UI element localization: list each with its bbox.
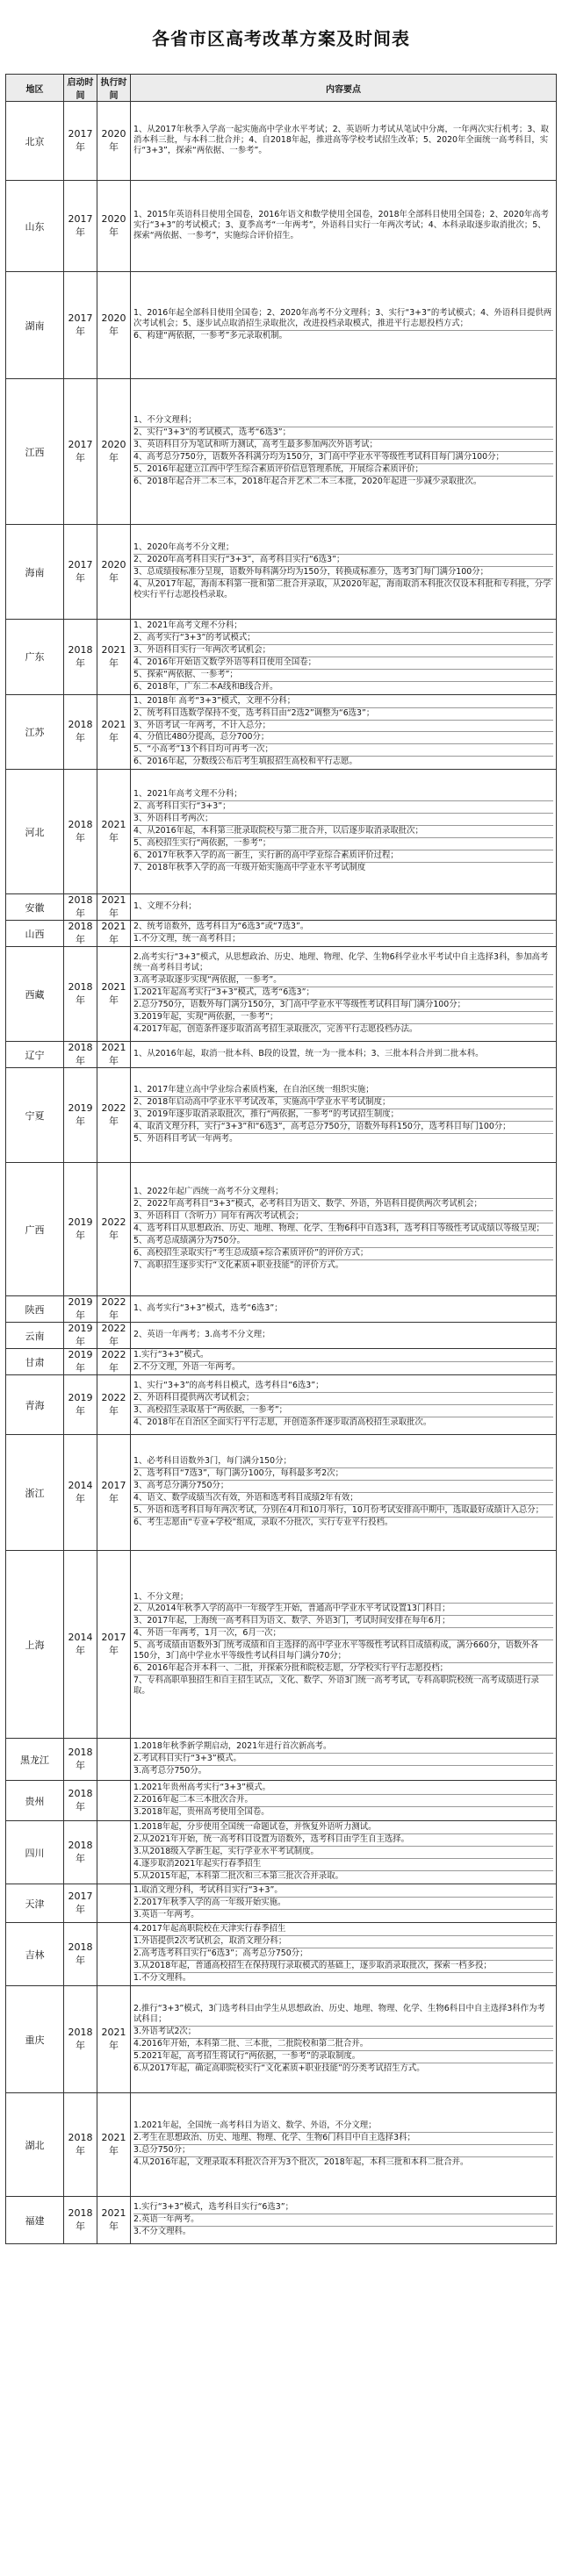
- content-item: 2.从2021年开始，统一高考科目设置为语数外，选考科目由学生自主选择。: [133, 1834, 553, 1847]
- content-item: 2、外语科目提供两次考试机会；: [133, 1393, 553, 1405]
- start-time-cell: 2017年: [64, 272, 97, 379]
- region-cell: 陕西: [6, 1296, 64, 1323]
- exec-time-cell: 2020年: [97, 272, 131, 379]
- start-time-cell: 2014年: [64, 1435, 97, 1551]
- content-item: 1、不分文理科；: [133, 415, 553, 427]
- start-time-cell: 2018年: [64, 1923, 97, 1986]
- reform-table: [5, 74, 557, 2244]
- table-row: [6, 694, 557, 770]
- region-cell: 安徽: [6, 894, 64, 921]
- content-item: 5、外语和选考科目每年两次考试，分别在4月和10月举行，10月份考试安排高中期中，选取最好成绩计入总分；: [133, 1505, 553, 1518]
- table-body: [6, 102, 557, 2244]
- table-row: [6, 894, 557, 921]
- content-item: 3.高考总分750分。: [133, 1766, 207, 1776]
- content-cell: [131, 1739, 557, 1781]
- content-item: 3.2019年起，实现“两依据，一参考”；: [133, 1012, 553, 1024]
- exec-time-cell: [97, 1884, 131, 1923]
- content-cell: [131, 1323, 557, 1349]
- region-cell: 海南: [6, 525, 64, 620]
- table-row: [6, 1986, 557, 2093]
- table-row: [6, 102, 557, 181]
- table-row: [6, 1923, 557, 1986]
- content-item: 5、“小高考”13个科目均可再考一次；: [133, 744, 553, 757]
- content-cell: [131, 102, 557, 181]
- content-item: 4、高考总分750分，语数外各科满分均为150分，3门高中学业水平等级性考试科目每门满分100分；: [133, 452, 553, 464]
- content-item: 3、英语科目分为笔试和听力测试，高考生最多参加两次外语考试；: [133, 440, 553, 452]
- content-cell: [131, 1068, 557, 1163]
- content-item: 2、从2014年秋季入学的高中一年级学生开始，普通高中学业水平考试设置13门科目；: [133, 1604, 553, 1616]
- exec-time-cell: 2022年: [97, 1375, 131, 1435]
- content-item: 3、外语科目（含听力）同年有两次考试机会；: [133, 1211, 553, 1223]
- content-item: 6、高校招生录取实行“考生总成绩+综合素质评价”的评价方式；: [133, 1248, 553, 1260]
- start-time-cell: 2019年: [64, 1349, 97, 1375]
- region-cell: 广东: [6, 620, 64, 695]
- table-row: [6, 1349, 557, 1375]
- content-item: 4.2016年开始，本科第二批、三本批，二批院校和第二批合并。: [133, 2039, 553, 2051]
- table-row: [6, 1323, 557, 1349]
- content-item: 3.英语一年两考。: [133, 1910, 199, 1920]
- page-title: 各省市区高考改革方案及时间表: [152, 27, 410, 49]
- exec-time-cell: [97, 1923, 131, 1986]
- content-item: 5.2021年起，高考招生将试行“两依据，一参考”的录取制度。: [133, 2051, 553, 2063]
- content-item: 2、统考语数外，选考科目为“6选3”或“7选3”。: [133, 922, 553, 934]
- start-time-cell: 2018年: [64, 947, 97, 1042]
- region-cell: 西藏: [6, 947, 64, 1042]
- start-time-cell: 2019年: [64, 1375, 97, 1435]
- content-cell: [131, 694, 557, 770]
- content-item: 1.2018年秋季新学期启动，2021年进行首次新高考。: [133, 1741, 553, 1754]
- content-item: 1、文理不分科；: [133, 901, 197, 912]
- content-item: 2、2022年高考科目“3+3”模式，必考科目为语文、数学、外语，外语科目提供两次考试机会；: [133, 1199, 553, 1211]
- content-cell: [131, 1551, 557, 1739]
- content-cell: [131, 1923, 557, 1986]
- content-item: 6、构建“两依据，一参考”多元录取机制。: [133, 330, 288, 341]
- content-cell: [131, 620, 557, 695]
- content-cell: [131, 2197, 557, 2244]
- start-time-cell: 2017年: [64, 379, 97, 525]
- start-time-cell: 2017年: [64, 181, 97, 272]
- content-item: 4、语文、数学成绩当次有效，外语和选考科目成绩2年有效；: [133, 1493, 553, 1505]
- start-time-cell: 2018年: [64, 2093, 97, 2197]
- content-cell: [131, 770, 557, 894]
- content-item: 1、2021年高考文理不分科；: [133, 621, 553, 633]
- content-item: 1、2022年起广西统一高考不分文理科；: [133, 1187, 553, 1199]
- start-time-cell: 2019年: [64, 1163, 97, 1296]
- start-time-cell: 2014年: [64, 1551, 97, 1739]
- table-row: [6, 1375, 557, 1435]
- start-time-cell: 2018年: [64, 620, 97, 695]
- exec-time-cell: 2021年: [97, 770, 131, 894]
- region-cell: 江苏: [6, 694, 64, 770]
- content-item: 3.2018年起，贵州高考使用全国卷。: [133, 1807, 270, 1818]
- content-item: 5、高考成绩由语数外3门统考成绩和自主选择的高中学业水平等级性考试科目成绩构成，满分660分，语数外各150分，3门高中学业水平等级性考试科目每门满分70分；: [133, 1640, 553, 1663]
- content-item: 3、高校招生录取基于“两依据，一参考”；: [133, 1405, 553, 1417]
- exec-time-cell: 2021年: [97, 1986, 131, 2093]
- content-item: 6、2016年起，分数线公布后考生填报招生高校和平行志愿。: [133, 757, 357, 767]
- content-item: 1.2021年起，全国统一高考科目为语文、数学、外语，不分文理；: [133, 2120, 553, 2133]
- exec-time-cell: 2021年: [97, 2093, 131, 2197]
- content-item: 3.不分文理科。: [133, 2227, 191, 2237]
- content-cell: [131, 1163, 557, 1296]
- content-cell: [131, 1986, 557, 2093]
- content-item: 1、不分文理；: [133, 1592, 553, 1604]
- content-item: 2.推行“3+3”模式，3门选考科目由学生从思想政治、历史、地理、物理、化学、生物6科目中自主选择3科作为考试科目；: [133, 2004, 553, 2027]
- content-item: 6、2018年，广东二本A线和B线合并。: [133, 681, 278, 692]
- content-item: 2.2016年起二本三本批次合并。: [133, 1795, 553, 1807]
- start-time-cell: 2017年: [64, 102, 97, 181]
- content-cell: [131, 525, 557, 620]
- table-row: [6, 770, 557, 894]
- content-item: 2、统考科目选数学保持不变，选考科目由“2选2”调整为“6选3”；: [133, 708, 553, 721]
- content-cell: [131, 947, 557, 1042]
- content-item: 2、2020年高考科目实行“3+3”，高考科目实行“6选3”；: [133, 555, 553, 567]
- table-row: [6, 1296, 557, 1323]
- region-cell: 浙江: [6, 1435, 64, 1551]
- exec-time-cell: 2022年: [97, 1323, 131, 1349]
- table-row: [6, 1042, 557, 1068]
- header-exec-time: 执行时间: [97, 75, 131, 102]
- table-row: [6, 1781, 557, 1821]
- content-item: 4、选考科目从思想政治、历史、地理、物理、化学、生物6科中自选3科，选考科目等级性考试成绩以等级呈现；: [133, 1223, 553, 1236]
- content-item: 1、2015年英语科目使用全国卷，2016年语文和数学使用全国卷，2018年全部科目使用全国卷；2、2020年高考实行“3+3”的考试模式；3、夏季高考“一年两考”，外语科目实行一年两次考试；4、本科录取逐步取消批次；5、探索“两依据、一参考”，实施综合评价招生。: [133, 210, 549, 240]
- content-item: 1.取消文理分科，考试科目实行“3+3”。: [133, 1885, 553, 1898]
- content-item: 3.高考录取逐步实现“两依据，一参考”。: [133, 975, 553, 987]
- content-item: 2.考生在思想政治、历史、地理、物理、化学、生物6门科目中自主选择3科；: [133, 2133, 553, 2145]
- content-cell: [131, 894, 557, 921]
- content-item: 4、外语一年两考，1月一次，6月一次；: [133, 1628, 553, 1640]
- content-item: 4、从2017年起，海南本科第一批和第二批合并录取，从2020年起，海南取消本科批次仅设本科批和专科批，分学校实行平行志愿投档录取。: [133, 578, 551, 599]
- region-cell: 福建: [6, 2197, 64, 2244]
- region-cell: 宁夏: [6, 1068, 64, 1163]
- region-cell: 江西: [6, 379, 64, 525]
- start-time-cell: 2017年: [64, 1884, 97, 1923]
- exec-time-cell: 2022年: [97, 1349, 131, 1375]
- content-item: 3.从2018年起，普通高校招生在保持现行录取模式的基础上，逐步取消录取批次，探索一档多投；: [133, 1961, 553, 1973]
- exec-time-cell: 2017年: [97, 1435, 131, 1551]
- region-cell: 上海: [6, 1551, 64, 1739]
- content-cell: [131, 1349, 557, 1375]
- content-item: 3、2017年起，上海统一高考科目为语文、数学、外语3门，考试时间安排在每年6月；: [133, 1616, 553, 1628]
- exec-time-cell: 2022年: [97, 1296, 131, 1323]
- start-time-cell: 2018年: [64, 2197, 97, 2244]
- start-time-cell: 2017年: [64, 525, 97, 620]
- exec-time-cell: 2021年: [97, 620, 131, 695]
- content-item: 1.2018年起，分步使用全国统一命题试卷，并恢复外语听力测试。: [133, 1822, 553, 1834]
- content-item: 1、2017年建立高中学业综合素质档案，在自治区统一组织实施；: [133, 1085, 553, 1097]
- start-time-cell: 2018年: [64, 1781, 97, 1821]
- region-cell: 山东: [6, 181, 64, 272]
- region-cell: 云南: [6, 1323, 64, 1349]
- content-item: 5、外语科目考试一年两考。: [133, 1134, 238, 1144]
- content-item: 2.英语一年两考。: [133, 2214, 553, 2227]
- content-item: 1.实行“3+3”模式，选考科目实行“6选3”；: [133, 2202, 553, 2214]
- content-item: 5、高校招生实行“两依据，一参考”；: [133, 838, 553, 850]
- content-item: 2、高考实行“3+3”的考试模式；: [133, 633, 553, 645]
- exec-time-cell: [97, 1781, 131, 1821]
- region-cell: 天津: [6, 1884, 64, 1923]
- content-item: 2.考试科目实行“3+3”模式。: [133, 1754, 553, 1766]
- start-time-cell: 2018年: [64, 694, 97, 770]
- start-time-cell: 2018年: [64, 1042, 97, 1068]
- content-cell: [131, 272, 557, 379]
- region-cell: 吉林: [6, 1923, 64, 1986]
- table-row: [6, 1435, 557, 1551]
- content-item: 1、高考实行“3+3”模式，选考“6选3”；: [133, 1303, 283, 1314]
- content-item: 2、2018年启动高中学业水平考试改革，实施高中学业水平考试制度；: [133, 1097, 553, 1109]
- content-item: 4.2017年起，创造条件逐步取消高考招生录取批次，完善平行志愿投档办法。: [133, 1024, 418, 1035]
- exec-time-cell: 2021年: [97, 894, 131, 921]
- content-item: 3.外语考试2次；: [133, 2027, 553, 2039]
- content-item: 1.实行“3+3”模式。: [133, 1350, 553, 1362]
- content-item: 3、外语考试一年两考，不计入总分；: [133, 721, 553, 733]
- start-time-cell: 2018年: [64, 1739, 97, 1781]
- region-cell: 湖北: [6, 2093, 64, 2197]
- exec-time-cell: 2020年: [97, 379, 131, 525]
- start-time-cell: 2018年: [64, 770, 97, 894]
- content-item: 4、从2016年起，本科第三批录取院校与第二批合并，以后逐步取消录取批次；: [133, 826, 553, 838]
- table-row: [6, 1739, 557, 1781]
- content-item: 1、2016年起全部科目使用全国卷；2、2020年高考不分文理科；3、实行“3+3”的考试模式；4、外语科目提供两次考试机会；5、逐步试点取消招生录取批次，改进投档录取模式，推进平行志愿投档方式；: [133, 308, 553, 331]
- content-item: 3、2019年逐步取消录取批次，推行“两依据，一参考”的考试招生制度；: [133, 1109, 553, 1122]
- region-cell: 广西: [6, 1163, 64, 1296]
- region-cell: 重庆: [6, 1986, 64, 2093]
- table-row: [6, 947, 557, 1042]
- content-item: 6、考生志愿由“专业+学校”组成，录取不分批次，实行专业平行投档。: [133, 1518, 393, 1528]
- exec-time-cell: 2021年: [97, 921, 131, 947]
- start-time-cell: 2018年: [64, 1821, 97, 1884]
- region-cell: 贵州: [6, 1781, 64, 1821]
- table-row: [6, 620, 557, 695]
- exec-time-cell: 2020年: [97, 102, 131, 181]
- content-item: 4、分值比480分提高，总分700分；: [133, 732, 553, 744]
- region-cell: 山西: [6, 921, 64, 947]
- table-row: [6, 1551, 557, 1739]
- table-row: [6, 272, 557, 379]
- region-cell: 黑龙江: [6, 1739, 64, 1781]
- region-cell: 四川: [6, 1821, 64, 1884]
- content-cell: [131, 379, 557, 525]
- content-item: 1、2020年高考不分文理；: [133, 542, 553, 555]
- content-item: 4、2016年开始语文数学外语等科目使用全国卷；: [133, 657, 553, 670]
- content-item: 6.从2017年起，确定高职院校实行“文化素质+职业技能”的分类考试招生方式。: [133, 2063, 425, 2073]
- table-row: [6, 2093, 557, 2197]
- content-cell: [131, 1781, 557, 1821]
- content-item: 3、外语科目实行一年两次考试机会；: [133, 645, 553, 657]
- table-row: [6, 1821, 557, 1884]
- content-item: 4、取消文理分科，实行“3+3”和“6选3”，高考总分750分，语数外每科150分，选考科目每门100分；: [133, 1122, 553, 1134]
- content-cell: [131, 1296, 557, 1323]
- table-row: [6, 1163, 557, 1296]
- table-row: [6, 921, 557, 947]
- exec-time-cell: 2020年: [97, 181, 131, 272]
- content-item: 2、选考科目“7选3”，每门满分100分，每科最多考2次；: [133, 1468, 553, 1481]
- content-item: 5、2016年起建立江西中学生综合素质评价信息管理系统，开展综合素质评价；: [133, 464, 553, 477]
- header-start-time: 启动时间: [64, 75, 97, 102]
- content-item: 3、外语科目考两次；: [133, 814, 553, 826]
- content-cell: [131, 1042, 557, 1068]
- content-item: 3、总成绩按标准分呈现，语数外每科满分均为150分，转换成标准分，选考3门每门满分100分；: [133, 567, 553, 579]
- start-time-cell: 2019年: [64, 1296, 97, 1323]
- content-item: 1、2021年高考文理不分科；: [133, 789, 553, 801]
- content-item: 1.不分文理，统一高考科目；: [133, 934, 241, 944]
- content-cell: [131, 1375, 557, 1435]
- exec-time-cell: 2021年: [97, 2197, 131, 2244]
- content-item: 6、2018年起合并二本三本，2018年起合并艺术二本三本批，2020年起进一步减少录取批次。: [133, 476, 482, 486]
- start-time-cell: 2019年: [64, 1068, 97, 1163]
- header-content: 内容要点: [131, 75, 557, 102]
- content-item: 2、英语一年两考；3.高考不分文理；: [133, 1330, 270, 1340]
- start-time-cell: 2018年: [64, 1986, 97, 2093]
- header-region: 地区: [6, 75, 64, 102]
- table-row: [6, 379, 557, 525]
- exec-time-cell: 2021年: [97, 1042, 131, 1068]
- content-item: 7、2018年秋季入学的高一年级开始实施高中学业水平考试制度: [133, 863, 366, 873]
- content-item: 6、2017年秋季入学的高一新生，实行新的高中学业综合素质评价过程；: [133, 850, 553, 863]
- content-cell: [131, 921, 557, 947]
- content-item: 4.2017年起高职院校在天津实行春季招生: [133, 1924, 553, 1936]
- content-item: 4.从2016年起，文理录取本科批次合并为3个批次，2018年起，本科三批和本科二批合并。: [133, 2157, 469, 2167]
- table-row: [6, 2197, 557, 2244]
- content-item: 3.从2018级入学新生起，实行学业水平考试制度。: [133, 1847, 553, 1859]
- content-item: 5、探索“两依据、一参考”；: [133, 670, 553, 682]
- region-cell: 北京: [6, 102, 64, 181]
- exec-time-cell: 2021年: [97, 947, 131, 1042]
- content-item: 1、必考科目语数外3门，每门满分150分；: [133, 1456, 553, 1468]
- exec-time-cell: [97, 1739, 131, 1781]
- content-cell: [131, 181, 557, 272]
- content-item: 1.不分文理科。: [133, 1972, 191, 1983]
- content-item: 4、2018年在自治区全面实行平行志愿，并创造条件逐步取消高校招生录取批次。: [133, 1417, 432, 1428]
- content-item: 2.总分750分，语数外每门满分150分，3门高中学业水平等级性考试科目每门满分100分；: [133, 1000, 553, 1012]
- content-item: 4.逐步取消2021年起实行春季招生: [133, 1859, 553, 1871]
- content-item: 3.总分750分；: [133, 2145, 553, 2157]
- content-cell: [131, 1435, 557, 1551]
- start-time-cell: 2018年: [64, 921, 97, 947]
- content-item: 7、专科高职单独招生和自主招生试点，文化、数学、外语3门统一高考考试，专科高职院校统一高考成绩进行录取。: [133, 1675, 539, 1697]
- start-time-cell: 2019年: [64, 1323, 97, 1349]
- content-item: 5.从2015年起，本科第二批次和三本第三批次合并录取。: [133, 1871, 344, 1882]
- content-item: 2、实行“3+3”的考试模式，选考“6选3”；: [133, 427, 553, 440]
- content-item: 6、2016年起合并本科一、二批，并探索分批和院校志愿，分学校实行平行志愿投档；: [133, 1663, 553, 1675]
- table-row: [6, 1068, 557, 1163]
- content-item: 3、高考总分满分750分；: [133, 1481, 553, 1493]
- content-item: 2.2017年秋季入学的高一年级开始实施。: [133, 1898, 553, 1910]
- exec-time-cell: 2017年: [97, 1551, 131, 1739]
- region-cell: 甘肃: [6, 1349, 64, 1375]
- content-item: 5、高考总成绩满分为750分。: [133, 1236, 553, 1248]
- exec-time-cell: 2021年: [97, 694, 131, 770]
- content-item: 1.2021年起高考实行“3+3”模式，选考“6选3”；: [133, 987, 553, 1000]
- region-cell: 湖南: [6, 272, 64, 379]
- content-item: 1、2018年 高考“3+3”模式，文理不分科；: [133, 696, 553, 708]
- start-time-cell: 2018年: [64, 894, 97, 921]
- region-cell: 青海: [6, 1375, 64, 1435]
- content-item: 1、从2016年起，取消一批本科、B段的设置，统一为一批本科；3、三批本科合并到二批本科。: [133, 1049, 484, 1059]
- content-item: 1.2021年贵州高考实行“3+3”模式。: [133, 1783, 553, 1795]
- content-item: 2.高考选考科目实行“6选3”；高考总分750分；: [133, 1948, 553, 1961]
- region-cell: 河北: [6, 770, 64, 894]
- content-item: 2.高考实行“3+3”模式，从思想政治、历史、地理、物理、化学、生物6科学业水平考试中自主选择3科，参加高考统一高考科目考试；: [133, 952, 553, 975]
- exec-time-cell: 2020年: [97, 525, 131, 620]
- exec-time-cell: 2022年: [97, 1068, 131, 1163]
- content-cell: [131, 1884, 557, 1923]
- table-header-row: [6, 75, 557, 102]
- exec-time-cell: [97, 1821, 131, 1884]
- content-item: 1、实行“3+3”的高考科目模式，选考科目“6选3”；: [133, 1381, 553, 1393]
- content-item: 2.不分文理，外语一年两考。: [133, 1362, 241, 1373]
- content-cell: [131, 1821, 557, 1884]
- table-row: [6, 1884, 557, 1923]
- table-row: [6, 525, 557, 620]
- content-item: 7、高职招生逐步实行“文化素质+职业技能”的评价方式。: [133, 1260, 344, 1271]
- content-item: 2、高考科目实行“3+3”；: [133, 801, 553, 814]
- table-row: [6, 181, 557, 272]
- content-item: 1、从2017年秋季入学高一起实施高中学业水平考试；2、英语听力考试从笔试中分离，一年两次实行机考；3、取消本科三批，与本科二批合并；4、自2018年起，推进高等学校考试招生改革；5、2020年全面统一高考科目，实行“3+3”，探索“两依据、一参考”。: [133, 125, 550, 155]
- content-item: 1.外语提供2次考试机会，取消文理分科；: [133, 1936, 553, 1948]
- exec-time-cell: 2022年: [97, 1163, 131, 1296]
- region-cell: 辽宁: [6, 1042, 64, 1068]
- content-cell: [131, 2093, 557, 2197]
